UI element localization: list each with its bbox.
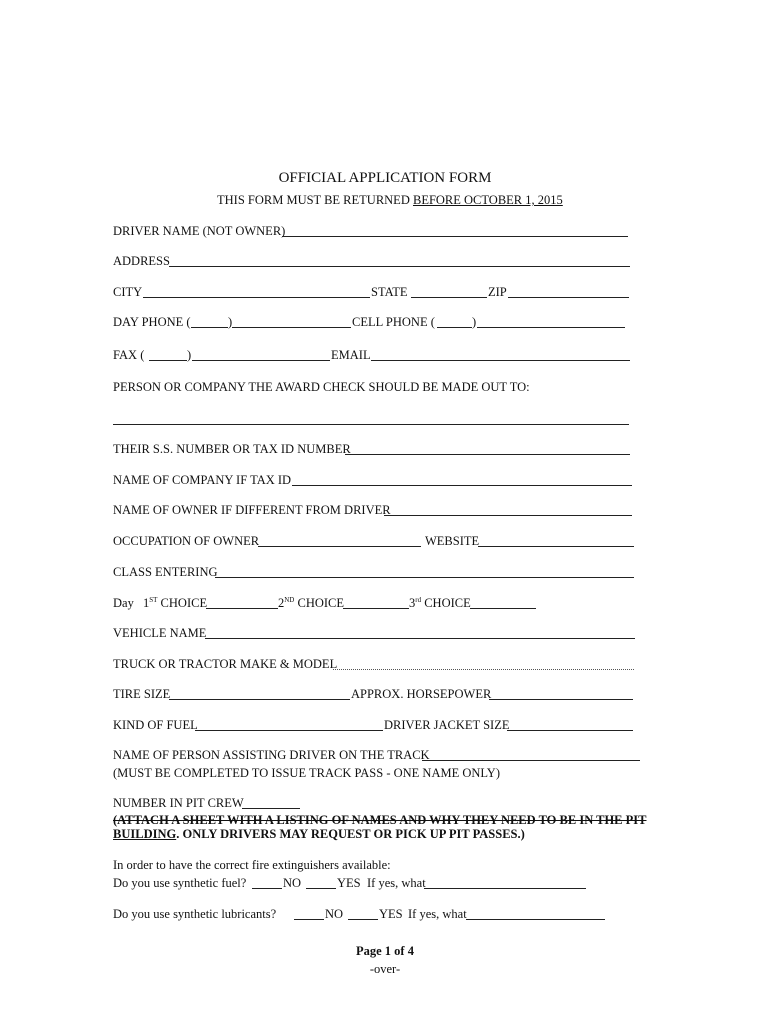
driver-name-label: DRIVER NAME (NOT OWNER) [113, 224, 286, 238]
company-name-label: NAME OF COMPANY IF TAX ID [113, 473, 292, 487]
choice-2-field[interactable] [343, 608, 409, 609]
fuel-label: KIND OF FUEL [113, 718, 198, 732]
synthetic-lube-no-label: NO [325, 907, 344, 921]
jacket-size-field[interactable] [507, 730, 633, 731]
page-number: Page 1 of 4 [356, 944, 414, 958]
occupation-label: OCCUPATION OF OWNER [113, 534, 260, 548]
synthetic-fuel-yes-field[interactable] [306, 888, 336, 889]
vehicle-name-label: VEHICLE NAME [113, 626, 207, 640]
owner-name-label: NAME OF OWNER IF DIFFERENT FROM DRIVER [113, 503, 391, 517]
fax-label: FAX ( [113, 348, 145, 362]
email-label: EMAIL [331, 348, 371, 362]
day-label: Day [113, 596, 134, 610]
cell-phone-number-field[interactable] [477, 327, 625, 328]
synthetic-lube-yes-field[interactable] [348, 919, 378, 920]
synthetic-fuel-label: Do you use synthetic fuel? [113, 876, 247, 890]
fuel-field[interactable] [195, 730, 383, 731]
assistant-note: (MUST BE COMPLETED TO ISSUE TRACK PASS - ONE NAME ONLY) [113, 766, 500, 780]
make-model-label: TRUCK OR TRACTOR MAKE & MODEL [113, 657, 338, 671]
over-note: -over- [369, 962, 401, 976]
synthetic-lube-no-field[interactable] [294, 919, 324, 920]
fax-area-field[interactable] [149, 360, 187, 361]
address-label: ADDRESS [113, 254, 170, 268]
cell-phone-close: ) [472, 315, 477, 329]
day-phone-close: ) [228, 315, 233, 329]
assistant-label: NAME OF PERSON ASSISTING DRIVER ON THE TRACK [113, 748, 430, 762]
synthetic-fuel-no-label: NO [283, 876, 302, 890]
synthetic-fuel-yes-label: YES [337, 876, 361, 890]
pit-crew-field[interactable] [242, 808, 300, 809]
jacket-size-label: DRIVER JACKET SIZE [384, 718, 510, 732]
vehicle-name-field[interactable] [205, 638, 635, 639]
synthetic-lube-label: Do you use synthetic lubricants? [113, 907, 277, 921]
synthetic-fuel-if-yes-label: If yes, what [367, 876, 426, 890]
state-field[interactable] [411, 297, 487, 298]
fax-number-field[interactable] [192, 360, 330, 361]
day-phone-area-field[interactable] [191, 327, 228, 328]
choice-3-label: 3rd CHOICE [409, 596, 471, 610]
owner-name-field[interactable] [384, 515, 632, 516]
driver-name-field[interactable] [282, 236, 628, 237]
tire-size-field[interactable] [169, 699, 350, 700]
class-entering-label: CLASS ENTERING [113, 565, 218, 579]
form-subtitle [217, 193, 563, 208]
pit-pass-note: BUILDING. ONLY DRIVERS MAY REQUEST OR PICK UP PIT PASSES.) [113, 827, 525, 841]
choice-1-label: 1ST CHOICE [143, 596, 208, 610]
website-field[interactable] [478, 546, 634, 547]
make-model-field[interactable] [333, 669, 634, 670]
city-field[interactable] [143, 297, 370, 298]
website-label: WEBSITE [425, 534, 480, 548]
subtitle-prefix: THIS FORM MUST BE RETURNED [217, 193, 413, 207]
zip-label: ZIP [488, 285, 507, 299]
company-name-field[interactable] [292, 485, 632, 486]
tire-size-label: TIRE SIZE [113, 687, 171, 701]
state-label: STATE [371, 285, 408, 299]
award-check-label: PERSON OR COMPANY THE AWARD CHECK SHOULD BE MADE OUT TO: [113, 380, 530, 394]
horsepower-label: APPROX. HORSEPOWER [351, 687, 492, 701]
subtitle-deadline: BEFORE OCTOBER 1, 2015 [412, 193, 563, 207]
ss-number-field[interactable] [345, 454, 630, 455]
choice-1-field[interactable] [206, 608, 278, 609]
assistant-field[interactable] [422, 760, 640, 761]
synthetic-lube-yes-label: YES [379, 907, 403, 921]
attach-sheet-note: (ATTACH A SHEET WITH A LISTING OF NAMES AND WHY THEY NEED TO BE IN THE PIT [113, 813, 647, 827]
pit-crew-label: NUMBER IN PIT CREW [113, 796, 244, 810]
ss-number-label: THEIR S.S. NUMBER OR TAX ID NUMBER [113, 442, 351, 456]
class-entering-field[interactable] [215, 577, 634, 578]
day-phone-label: DAY PHONE ( [113, 315, 191, 329]
choice-2-label: 2ND CHOICE [278, 596, 345, 610]
extinguisher-intro: In order to have the correct fire extinguishers available: [113, 858, 391, 872]
fax-close: ) [187, 348, 192, 362]
synthetic-lube-what-field[interactable] [466, 919, 605, 920]
award-check-field[interactable] [113, 424, 629, 425]
city-label: CITY [113, 285, 143, 299]
address-field[interactable] [169, 266, 630, 267]
synthetic-fuel-what-field[interactable] [424, 888, 586, 889]
synthetic-fuel-no-field[interactable] [252, 888, 282, 889]
synthetic-lube-if-yes-label: If yes, what [408, 907, 467, 921]
occupation-field[interactable] [258, 546, 421, 547]
choice-3-field[interactable] [470, 608, 536, 609]
horsepower-field[interactable] [489, 699, 633, 700]
email-field[interactable] [371, 360, 630, 361]
form-title: OFFICIAL APPLICATION FORM [278, 170, 492, 186]
zip-field[interactable] [508, 297, 629, 298]
cell-phone-area-field[interactable] [437, 327, 472, 328]
day-phone-number-field[interactable] [232, 327, 351, 328]
cell-phone-label: CELL PHONE ( [352, 315, 435, 329]
